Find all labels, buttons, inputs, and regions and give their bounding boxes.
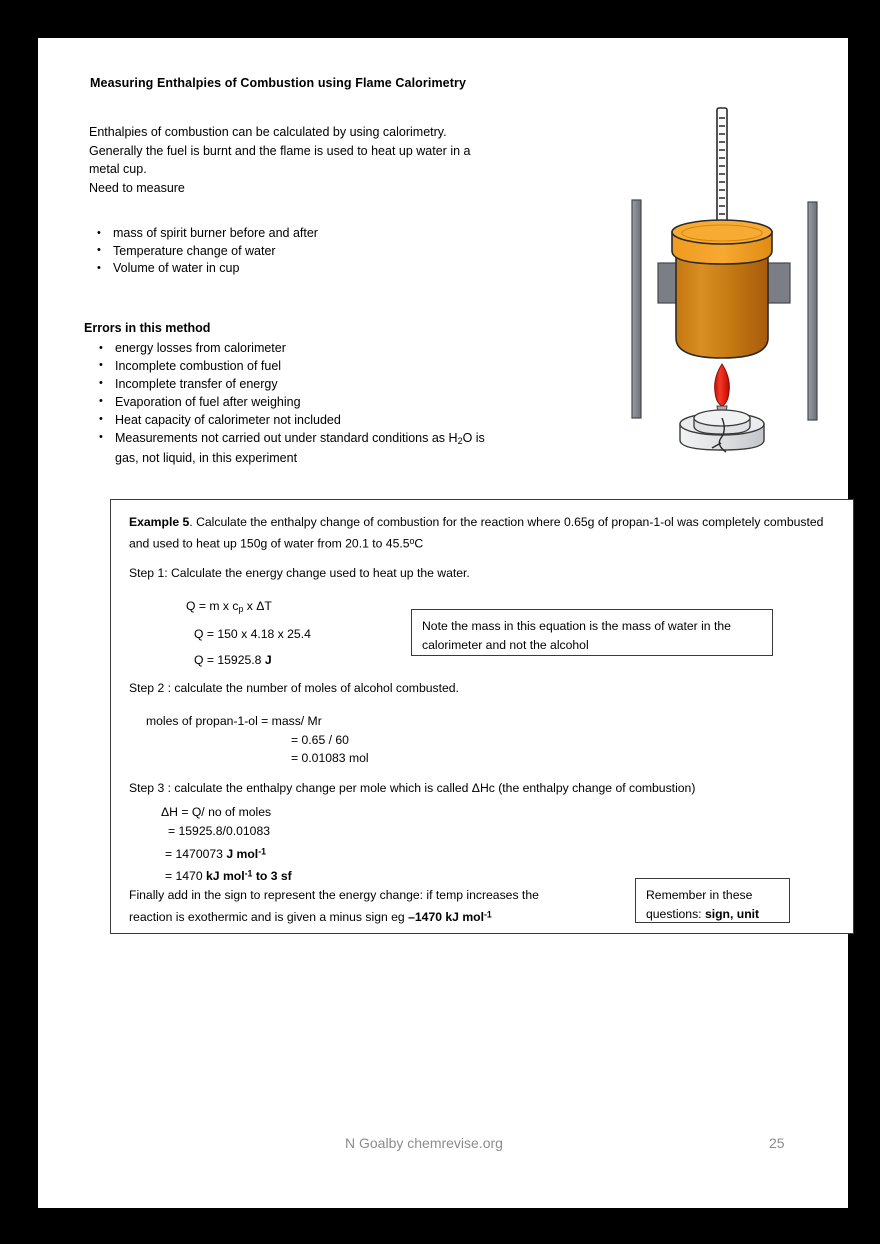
example-label: Example 5 bbox=[129, 515, 190, 529]
example-box bbox=[110, 499, 854, 934]
dh4-superscript: -1 bbox=[244, 867, 253, 878]
intro-paragraph bbox=[89, 123, 519, 197]
errors-heading: Errors in this method bbox=[84, 321, 211, 335]
remember-line-1: Remember in these bbox=[646, 888, 753, 902]
list-item: • Temperature change of water bbox=[89, 243, 489, 261]
document-page bbox=[38, 38, 848, 1208]
final-line-1: Finally add in the sign to represent the energy change: if temp increases the bbox=[129, 888, 539, 902]
dh3-unit: J mol bbox=[226, 846, 259, 861]
enthalpy-calculation-block bbox=[161, 803, 292, 886]
eq3-unit: J bbox=[264, 652, 272, 667]
example-intro-rest: . Calculate the enthalpy change of combustion for the reaction where 0.65g of propan-1-ol was completely combusted and used to heat up 150g of water from 20.1 to 45.5 bbox=[129, 515, 824, 551]
stand-rod-right bbox=[808, 202, 817, 420]
calorimeter-cup bbox=[672, 220, 772, 358]
spirit-burner bbox=[680, 410, 764, 452]
dh-line-2: = 15925.8/0.01083 bbox=[168, 824, 270, 839]
step-2-text: Step 2 : calculate the number of moles of alcohol combusted. bbox=[129, 681, 459, 695]
eq1-b: x ΔT bbox=[243, 599, 272, 613]
footer-author: N Goalby chemrevise.org bbox=[345, 1135, 503, 1151]
step-1-text: Step 1: Calculate the energy change used to heat up the water. bbox=[129, 566, 470, 580]
final2-superscript: -1 bbox=[484, 909, 492, 920]
step-3-text: Step 3 : calculate the enthalpy change per mole which is called ΔHc (the enthalpy change of combustion) bbox=[129, 781, 696, 795]
energy-equation-block bbox=[186, 594, 311, 673]
example-intro-tail: C bbox=[414, 536, 424, 551]
equation-line-3 bbox=[186, 653, 272, 667]
final-line-2 bbox=[129, 910, 492, 924]
dh4-a: = 1470 bbox=[165, 868, 207, 883]
dh4-tail: to 3 sf bbox=[252, 868, 292, 883]
error-text-a: Measurements not carried out under standard conditions as H bbox=[115, 430, 458, 445]
remember-line-2 bbox=[646, 907, 759, 921]
eq3-a: Q = 15925.8 bbox=[194, 652, 265, 667]
note-remember-callout bbox=[635, 878, 790, 923]
remember2-a: questions: bbox=[646, 906, 705, 921]
flame-calorimetry-diagram bbox=[618, 96, 838, 461]
equation-line-1 bbox=[186, 599, 272, 613]
intro-line-1: Enthalpies of combustion can be calculated by using calorimetry. bbox=[89, 125, 447, 139]
dh-line-1: ΔH = Q/ no of moles bbox=[161, 805, 272, 819]
list-item: • Volume of water in cup bbox=[89, 260, 489, 278]
remember2-bold: sign, unit bbox=[704, 906, 760, 921]
dh4-unit: kJ mol bbox=[206, 868, 245, 883]
footer-page-number: 25 bbox=[769, 1135, 785, 1151]
subscript-2: 2 bbox=[457, 435, 463, 446]
dh3-a: = 1470073 bbox=[165, 846, 227, 861]
list-item bbox=[91, 430, 551, 469]
list-item: • mass of spirit burner before and after bbox=[89, 225, 489, 243]
final2-value: –1470 kJ mol bbox=[408, 910, 484, 925]
moles-line-2: = 0.65 / 60 bbox=[291, 732, 349, 747]
moles-calculation-block bbox=[146, 712, 369, 768]
equation-line-2: Q = 150 x 4.18 x 25.4 bbox=[194, 627, 311, 642]
dh-line-4 bbox=[161, 869, 292, 883]
dh3-superscript: -1 bbox=[258, 845, 266, 856]
final-sign-text bbox=[129, 886, 629, 928]
error-text-wrap: gas, not liquid, in this experiment bbox=[115, 451, 298, 466]
error-text-b: O is bbox=[462, 430, 485, 445]
intro-line-2: Generally the fuel is burnt and the flame is used to heat up water in a bbox=[89, 143, 471, 158]
flame-icon bbox=[715, 364, 730, 406]
moles-line-1: moles of propan-1-ol = mass/ Mr bbox=[146, 714, 322, 728]
eq1-a: Q = m x c bbox=[186, 599, 239, 613]
page-title: Measuring Enthalpies of Combustion using Flame Calorimetry bbox=[90, 76, 466, 90]
list-item: • Incomplete transfer of energy bbox=[91, 376, 551, 394]
list-item: • Incomplete combustion of fuel bbox=[91, 358, 551, 376]
degree-symbol: o bbox=[409, 536, 415, 546]
measure-bullet-list bbox=[89, 225, 489, 278]
note-mass-callout: Note the mass in this equation is the mass of water in the calorimeter and not the alcohol bbox=[411, 609, 773, 656]
final2-a: reaction is exothermic and is given a minus sign eg bbox=[129, 910, 409, 925]
intro-line-3: metal cup. bbox=[89, 162, 147, 177]
eq1-subscript: p bbox=[238, 603, 244, 614]
errors-bullet-list bbox=[91, 340, 551, 468]
list-item: • Evaporation of fuel after weighing bbox=[91, 394, 551, 412]
dh-line-3 bbox=[161, 847, 266, 861]
intro-line-4: Need to measure bbox=[89, 180, 185, 195]
example-intro bbox=[129, 513, 835, 554]
moles-line-3: = 0.01083 mol bbox=[291, 751, 369, 766]
stand-rod-left bbox=[632, 200, 641, 418]
clamp-right bbox=[768, 263, 790, 303]
list-item: • Heat capacity of calorimeter not included bbox=[91, 412, 551, 430]
list-item: • energy losses from calorimeter bbox=[91, 340, 551, 358]
